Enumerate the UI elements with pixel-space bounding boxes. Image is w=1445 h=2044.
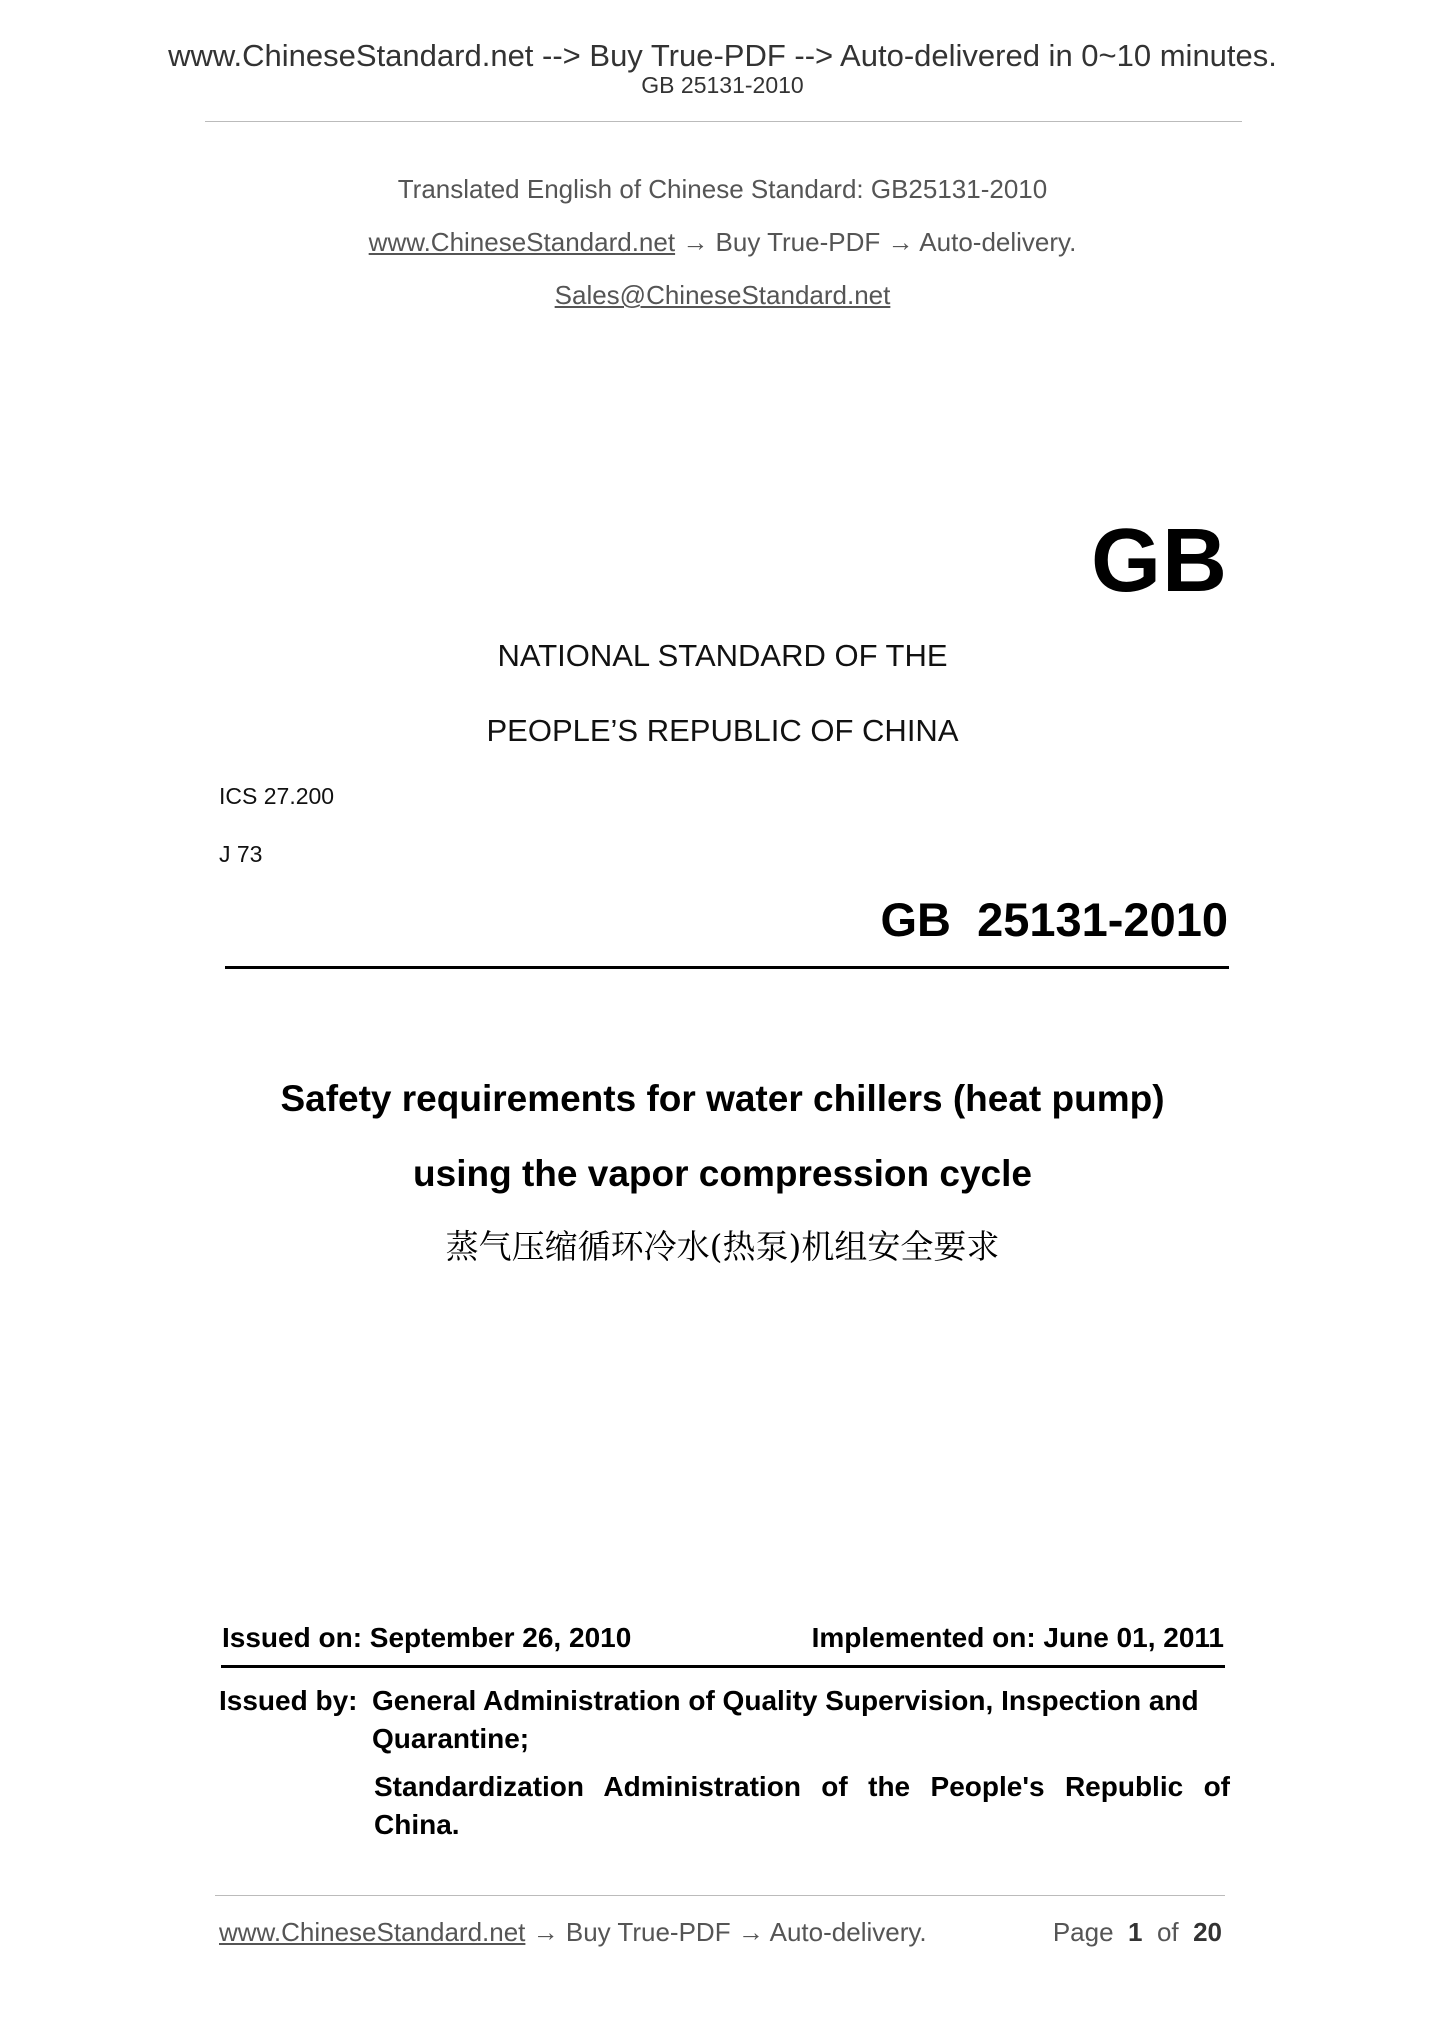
arrow-icon: → xyxy=(887,227,914,257)
ics-code: ICS 27.200 xyxy=(219,783,335,809)
document-title: Safety requirements for water chillers (heat pump) xyxy=(280,1078,1165,1119)
buy-text: Buy True-PDF xyxy=(715,227,881,257)
header-doc-code: GB 25131-2010 xyxy=(641,72,804,98)
issuer-sac: Standardization Administration of the People's Republic of China. xyxy=(374,1771,1230,1840)
footer-delivery-text: Auto-delivery. xyxy=(769,1917,927,1947)
footer-site-link[interactable]: www.ChineseStandard.net xyxy=(219,1917,526,1947)
banner-title: www.ChineseStandard.net --> Buy True-PDF --> Auto-delivered in 0~10 minutes. xyxy=(168,38,1277,73)
document-title-line-2: using the vapor compression cycle xyxy=(413,1153,1032,1194)
page-indicator xyxy=(1053,1919,1222,1945)
delivery-text: Auto-delivery. xyxy=(919,227,1077,257)
implemented-on-date: Implemented on: June 01, 2011 xyxy=(811,1622,1224,1653)
footer-buy-text: Buy True-PDF xyxy=(565,1917,731,1947)
page-number: 1 xyxy=(1128,1917,1143,1947)
document-number-rule xyxy=(225,966,1229,969)
classification-code: J 73 xyxy=(219,841,263,867)
site-link[interactable]: www.ChineseStandard.net xyxy=(368,227,676,257)
issuer-aqsiq: General Administration of Quality Supervision, Inspection and Quarantine; xyxy=(372,1685,1199,1754)
sales-email-link[interactable]: Sales@ChineseStandard.net xyxy=(554,280,891,310)
issued-by-label: Issued by: xyxy=(219,1685,358,1716)
of-label: of xyxy=(1156,1917,1179,1947)
national-standard-heading: NATIONAL STANDARD OF THE xyxy=(497,638,948,673)
footer-divider xyxy=(215,1895,1225,1896)
issued-on-date: Issued on: September 26, 2010 xyxy=(222,1622,632,1653)
national-standard-heading-2: PEOPLE’S REPUBLIC OF CHINA xyxy=(486,713,959,748)
footer-purchase-line xyxy=(219,1919,927,1945)
email-line xyxy=(0,282,1445,308)
page-label: Page xyxy=(1052,1917,1114,1947)
arrow-icon: → xyxy=(532,1917,559,1947)
gb-logo: GB xyxy=(1091,511,1228,611)
total-pages: 20 xyxy=(1193,1917,1222,1947)
purchase-line xyxy=(0,229,1445,255)
chinese-title: 蒸气压缩循环冷水(热泵)机组安全要求 xyxy=(445,1227,1000,1266)
arrow-icon: → xyxy=(682,227,709,257)
header-divider xyxy=(205,121,1242,122)
arrow-icon: → xyxy=(737,1917,764,1947)
issue-rule xyxy=(221,1665,1225,1668)
translated-notice: Translated English of Chinese Standard: GB25131-2010 xyxy=(397,174,1048,204)
document-number: GB 25131-2010 xyxy=(880,893,1228,946)
